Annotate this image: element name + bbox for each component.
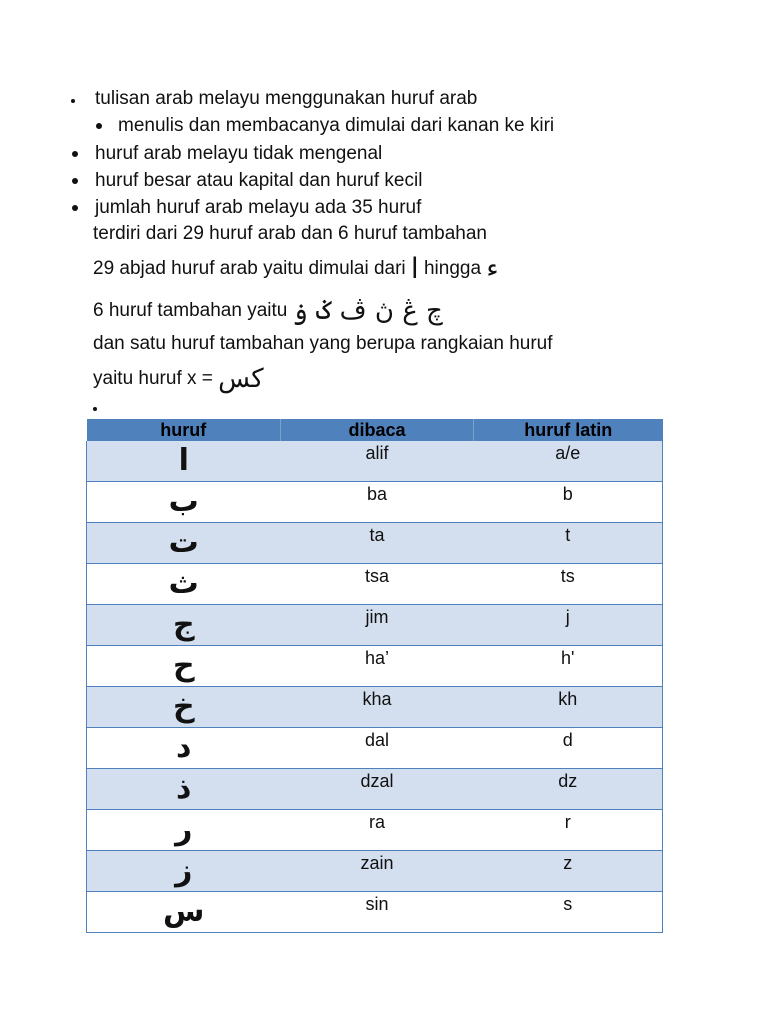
- cell-huruf-latin-text: j: [565, 607, 570, 627]
- cell-huruf-latin: [474, 810, 663, 851]
- cell-arabic-letter: ت: [87, 523, 281, 564]
- cell-arabic-letter: ا: [87, 441, 281, 482]
- cell-huruf-latin: [474, 646, 663, 687]
- bullet-dot: [72, 205, 78, 211]
- cell-dibaca-text: alif: [365, 443, 389, 463]
- cell-dibaca-text: dzal: [360, 771, 394, 791]
- table-row: [87, 851, 663, 892]
- para-text: yaitu huruf x =: [93, 368, 213, 390]
- para-text: 29 abjad huruf arab yaitu dimulai dari: [93, 258, 406, 280]
- cell-arabic-letter: س: [87, 892, 281, 933]
- cell-arabic-letter: خ: [87, 687, 281, 728]
- cell-huruf-latin: [474, 892, 663, 933]
- bullet-dot: [72, 151, 78, 157]
- table-row: [87, 564, 663, 605]
- cell-huruf-latin-text: ts: [560, 566, 575, 586]
- para-line-abjad: [93, 252, 499, 285]
- cell-arabic-letter: ج: [87, 605, 281, 646]
- header-huruf-latin: huruf latin: [474, 419, 663, 441]
- cell-huruf-latin-text: d: [562, 730, 573, 750]
- table-row: [87, 441, 663, 482]
- cell-huruf-latin: [474, 769, 663, 810]
- arabic-extra-letters: چ ڠ ڽ ڤ ݢ ۏ: [292, 296, 443, 326]
- cell-dibaca: [281, 482, 474, 523]
- header-dibaca: dibaca: [281, 419, 474, 441]
- cell-dibaca-text: ba: [366, 484, 388, 504]
- cell-huruf-latin: [474, 605, 663, 646]
- cell-dibaca: [281, 441, 474, 482]
- arabic-kaf-sin: کس: [218, 364, 264, 394]
- cell-dibaca: [281, 892, 474, 933]
- cell-huruf-latin-text: t: [565, 525, 571, 545]
- cell-dibaca-text: ta: [369, 525, 385, 545]
- bullet-dot: [71, 99, 75, 103]
- table-row: [87, 687, 663, 728]
- table-row: [87, 892, 663, 933]
- para-line-extra-letters: [93, 296, 443, 326]
- para-line-x: [93, 364, 264, 394]
- cell-huruf-latin-text: h': [561, 648, 575, 668]
- cell-dibaca: [281, 728, 474, 769]
- cell-huruf-latin-text: kh: [558, 689, 578, 709]
- bullet-text: menulis dan membacanya dimulai dari kanan ke kiri: [118, 115, 555, 136]
- bullet-text: huruf arab melayu tidak mengenal: [95, 143, 383, 164]
- cell-huruf-latin: [474, 728, 663, 769]
- letters-table: [86, 419, 663, 933]
- cell-huruf-latin-text: s: [563, 894, 573, 914]
- cell-arabic-letter: ب: [87, 482, 281, 523]
- table-row: [87, 482, 663, 523]
- cell-arabic-letter: ذ: [87, 769, 281, 810]
- cell-arabic-letter: د: [87, 728, 281, 769]
- bullet-dot: [93, 407, 97, 411]
- cell-huruf-latin-text: z: [563, 853, 573, 873]
- cell-dibaca: [281, 523, 474, 564]
- cell-huruf-latin: [474, 687, 663, 728]
- cell-dibaca: [281, 646, 474, 687]
- cell-dibaca: [281, 851, 474, 892]
- cell-huruf-latin-text: dz: [558, 771, 578, 791]
- bullet-text: jumlah huruf arab melayu ada 35 huruf: [95, 197, 422, 218]
- cell-dibaca: [281, 605, 474, 646]
- cell-arabic-letter: ث: [87, 564, 281, 605]
- para-text: 6 huruf tambahan yaitu: [93, 300, 288, 322]
- cell-dibaca-text: sin: [365, 894, 389, 914]
- table-row: [87, 810, 663, 851]
- table-row: [87, 605, 663, 646]
- arabic-letter-alif: ا: [410, 252, 419, 285]
- table-row: [87, 646, 663, 687]
- cell-arabic-letter: ز: [87, 851, 281, 892]
- cell-arabic-letter: ح: [87, 646, 281, 687]
- cell-dibaca: [281, 769, 474, 810]
- table-row: [87, 769, 663, 810]
- table-row: [87, 728, 663, 769]
- cell-dibaca-text: ha’: [364, 648, 390, 668]
- para-text: hingga: [423, 258, 482, 280]
- cell-dibaca-text: ra: [368, 812, 385, 832]
- cell-dibaca-text: tsa: [364, 566, 389, 586]
- cell-arabic-letter: ر: [87, 810, 281, 851]
- cell-huruf-latin: [474, 523, 663, 564]
- para-line: terdiri dari 29 huruf arab dan 6 huruf tambahan: [93, 223, 487, 244]
- cell-dibaca: [281, 810, 474, 851]
- para-line: dan satu huruf tambahan yang berupa rangkaian huruf: [93, 333, 553, 354]
- bullet-dot: [72, 178, 78, 184]
- cell-huruf-latin: [474, 441, 663, 482]
- cell-dibaca-text: zain: [360, 853, 394, 873]
- bullet-text: huruf besar atau kapital dan huruf kecil: [95, 170, 423, 191]
- bullet-dot: [96, 123, 102, 129]
- header-huruf: huruf: [87, 419, 281, 441]
- table-row: [87, 523, 663, 564]
- cell-dibaca: [281, 687, 474, 728]
- cell-huruf-latin-text: r: [564, 812, 571, 832]
- cell-dibaca: [281, 564, 474, 605]
- cell-dibaca-text: dal: [364, 730, 390, 750]
- cell-huruf-latin: [474, 482, 663, 523]
- cell-huruf-latin-text: b: [562, 484, 573, 504]
- arabic-letter-hamzah: ء: [486, 254, 499, 284]
- table-header-row: [87, 419, 663, 441]
- bullet-text: tulisan arab melayu menggunakan huruf arab: [95, 88, 478, 109]
- cell-huruf-latin: [474, 851, 663, 892]
- cell-huruf-latin-text: a/e: [555, 443, 581, 463]
- cell-dibaca-text: kha: [362, 689, 392, 709]
- cell-huruf-latin: [474, 564, 663, 605]
- cell-dibaca-text: jim: [365, 607, 389, 627]
